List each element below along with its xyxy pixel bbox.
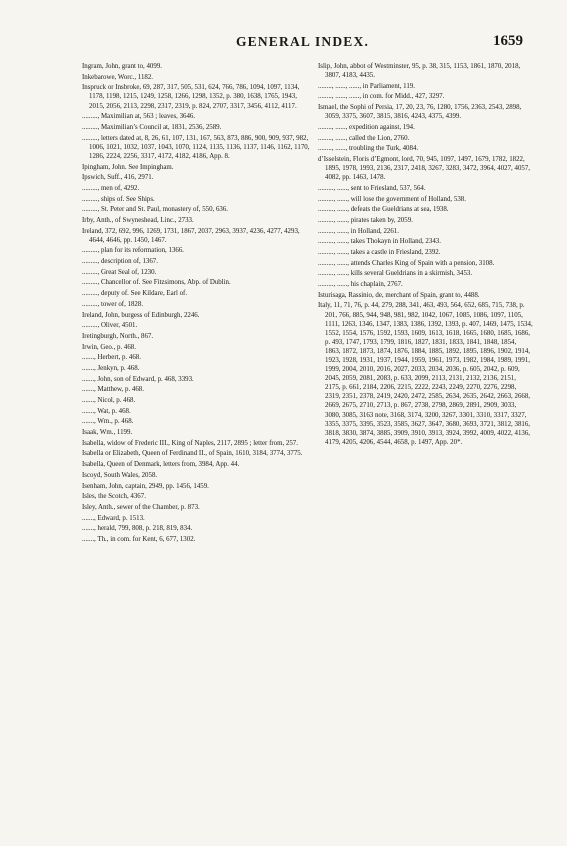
index-entry: Isaak, Wm., 1199. bbox=[82, 429, 133, 437]
index-entry: Isles, the Scotch, 4367. bbox=[82, 493, 146, 501]
index-entry: ........., letters dated at, 8, 26, 61, 107, 131, 167, 563, 873, 886, 900, 909, 937, 982, 1006, 1021, 1032, 1037, 1043, 1070, 1124, 1135, 1136, 1137, 1146, 1162, 1170, 1286, 2224, 2256, 3317, 4172, 4182, 4186, App. 8. bbox=[82, 134, 310, 160]
index-entry: ........., ......, defeats the Gueldrians at sea, 1938. bbox=[318, 206, 449, 214]
index-entry: ........., deputy of. See Kildare, Earl of. bbox=[82, 290, 188, 298]
index-entry: ........, ......, ......, in Parliament, 119. bbox=[318, 82, 415, 90]
index-entry: ........., ......, takes a castle in Friesland, 2392. bbox=[318, 249, 441, 256]
index-column-left bbox=[82, 62, 312, 546]
index-entry: ......., Wat, p. 468. bbox=[82, 407, 131, 415]
page-header bbox=[82, 34, 523, 54]
index-entry: Ingram, John, grant to, 4099. bbox=[82, 63, 162, 70]
index-entry: ......., Th., in com. for Kent, 6, 677, 1302. bbox=[82, 535, 196, 543]
index-entry: ........., ......, sent to Friesland, 537, 564. bbox=[318, 184, 426, 192]
index-entry: Isley, Anth., sewer of the Chamber, p. 873. bbox=[82, 503, 200, 511]
index-entry: Ireland, 372, 692, 996, 1269, 1731, 1867, 2037, 2963, 3937, 4236, 4277, 4293, 4644, 4646, pp. 1450, 1467. bbox=[82, 227, 300, 244]
index-entry: ......., Wm., p. 468. bbox=[82, 418, 134, 426]
index-entry: ........., description of, 1367. bbox=[82, 258, 158, 266]
index-entry: ........, ......, called the Lion, 2760. bbox=[318, 134, 410, 142]
index-entry: ........., ......, takes Thokayn in Holland, 2343. bbox=[318, 238, 441, 246]
index-entry: ........., ships of. See Ships. bbox=[82, 195, 155, 203]
index-entry: ........., St. Peter and St. Paul, monastery of, 550, 636. bbox=[82, 206, 229, 214]
index-entry: ........, ......, troubling the Turk, 4084. bbox=[318, 145, 419, 153]
index-entry: Iretingburgh, North., 867. bbox=[82, 332, 154, 340]
index-entry: ......., Nicol, p. 468. bbox=[82, 397, 136, 405]
index-entry: Isabella, widow of Frederic III., King of Naples, 2117, 2895 ; letter from, 257. bbox=[82, 439, 298, 447]
index-entry: ........., ......, attends Charles King of Spain with a pension, 3108. bbox=[318, 259, 495, 267]
index-entry: Isenham, John, captain, 2949, pp. 1456, 1459. bbox=[82, 482, 209, 490]
index-entry: ........, ......, ......, in com. for Midd., 427, 3297. bbox=[318, 93, 445, 101]
index-entry: Iscoyd, South Wales, 2058. bbox=[82, 471, 158, 479]
index-entry: Isabella, Queen of Denmark, letters from, 3984, App. 44. bbox=[82, 461, 240, 469]
index-column-right bbox=[318, 62, 533, 449]
index-entry: Irwin, Geo., p. 468. bbox=[82, 343, 136, 351]
index-entry: ........., Maximilian’s Council at, 1831, 2536, 2589. bbox=[82, 123, 222, 131]
index-entry: ......., John, son of Edward, p. 468, 3393. bbox=[82, 375, 194, 383]
index-entry: Inspruck or Insbroke, 69, 287, 317, 505, 531, 624, 766, 786, 1094, 1097, 1134, 1178, 1198, 1215, 1249, 1258, 1266, 1298, 1352, p. 380, 1638, 1765, 1943, 2015, 2056, 2113, 2298, 2317, 2319, p. 824, 2707, 3317, 3456, 4112, 4117. bbox=[82, 84, 300, 110]
index-entry: ........., men of, 4292. bbox=[82, 184, 140, 192]
index-entry: ........., ......, his chaplain, 2767. bbox=[318, 281, 403, 289]
index-entry: ........., ......, in Holland, 2261. bbox=[318, 227, 399, 235]
index-entry: ........., ......, kills several Gueldrians in a skirmish, 3453. bbox=[318, 270, 473, 278]
index-entry: ........., Maximilian at, 563 ; leaves, 3646. bbox=[82, 113, 196, 121]
index-entry: Islip, John, abbot of Westminster, 95, p. 38, 315, 1153, 1861, 1870, 2018, 3807, 4183, 4435. bbox=[318, 63, 521, 80]
index-entry: Irby, Anth., of Swyneshead, Linc., 2733. bbox=[82, 216, 194, 224]
index-entry: Inkebarowe, Worc., 1182. bbox=[82, 73, 154, 81]
index-entry: Isabella or Elizabeth, Queen of Ferdinand II., of Spain, 1610, 3184, 3774, 3775. bbox=[82, 450, 303, 458]
index-entry: Isturisaga, Rassinio, de, merchant of Spain, grant to, 4488. bbox=[318, 291, 480, 299]
index-entry: Ipingham, John. See Impingham. bbox=[82, 163, 174, 171]
index-entry: ........., Great Seal of, 1230. bbox=[82, 268, 157, 276]
index-entry: ......., Jenkyn, p. 468. bbox=[82, 364, 140, 372]
index-entry: ........., tower of, 1828. bbox=[82, 300, 144, 308]
index-entry: ........., ......, will lose the government of Holland, 538. bbox=[318, 195, 466, 203]
index-entry: Ismael, the Sophi of Persia, 17, 20, 23, 76, 1280, 1756, 2363, 2543, 2898, 3059, 3375, 3607, 3815, 3816, 4243, 4375, 4399. bbox=[318, 104, 522, 121]
index-entry: ........., ......, pirates taken by, 2059. bbox=[318, 216, 413, 224]
index-entry: ......., Herbert, p. 468. bbox=[82, 354, 141, 362]
index-entry: ........., plan for its reformation, 1366. bbox=[82, 247, 185, 255]
index-entry: ........, ......, expedition against, 194. bbox=[318, 123, 415, 131]
index-entry: Ireland, John, burgess of Edinburgh, 2246. bbox=[82, 311, 200, 319]
index-entry: ......., Edward, p. 1513. bbox=[82, 514, 145, 522]
index-entry: ......., Matthew, p. 468. bbox=[82, 386, 144, 394]
index-entry: Ipswich, Suff., 416, 2971. bbox=[82, 174, 154, 182]
index-entry: ........., Oliver, 4501. bbox=[82, 322, 138, 330]
page-number: 1659 bbox=[493, 33, 523, 49]
index-entry: d’Isselstein, Floris d’Egmont, lord, 70, 945, 1097, 1497, 1679, 1782, 1822, 1895, 1978, 1993, 2136, 2317, 2418, 3267, 3283, 3472, 3964, 4027, 4057, 4082, pp. 1463, 1478. bbox=[318, 156, 530, 182]
index-entry: ........., Chancellor of. See Fitzsimons, Abp. of Dublin. bbox=[82, 279, 231, 287]
index-entry: ......., herald, 799, 808, p. 218, 819, 834. bbox=[82, 525, 193, 533]
index-entry: Italy, 11, 71, 76, p. 44, 279, 288, 341, 463, 493, 564, 652, 685, 715, 738, p. 201, 766, 885, 944, 948, 981, 982, 1042, 1067, 1085, 1086, 1097, 1105, 1111, 1263, 1346, 1347, 1383, 1386, 1392, 1393, p. 407, 1469, 1475, 1534, 1552, 1554, 1576, 1592, 1593, 1609, 1613, 1618, 1665, 1680, 1685, 1686, p. 493, 1747, 1793, 1799, 1816, 1827, 1831, 1833, 1841, 1848, 1854, 1863, 1872, 1873, 1874, 1876, 1884, 1885, 1892, 1895, 1896, 1902, 1914, 1923, 1928, 1931, 1937, 1944, 1959, 1961, 1973, 1982, 1984, 1989, 1991, 1999, 2004, 2010, 2016, 2027, 2033, 2034, 2036, p. 605, 2042, p. 609, 2045, 2059, 2081, 2083, p. 633, 2099, 2113, 2131, 2132, 2136, 2151, 2175, p. 661, 2184, 2206, 2215, 2222, 2243, 2249, 2270, 2276, 2298, 2319, 2351, 2378, 2419, 2420, 2472, 2585, 2634, 2635, 2642, 2663, 2668, 2669, 2675, 2710, 2713, p. 867, 2738, 2798, 2869, 2891, 2909, 3033, 3080, 3085, 3163 note, 3168, 3174, 3200, 3267, 3301, 3310, 3317, 3327, 3355, 3375, 3395, 3523, 3585, 3627, 3647, 3680, 3693, 3721, 3812, 3816, 3818, 3830, 3874, 3885, 3909, 3910, 3913, 3924, 3992, 4009, 4022, 4136, 4179, 4205, 4206, 4544, 4658, p. 1497, App. 20*. bbox=[318, 302, 533, 446]
running-title: GENERAL INDEX. bbox=[235, 34, 370, 49]
